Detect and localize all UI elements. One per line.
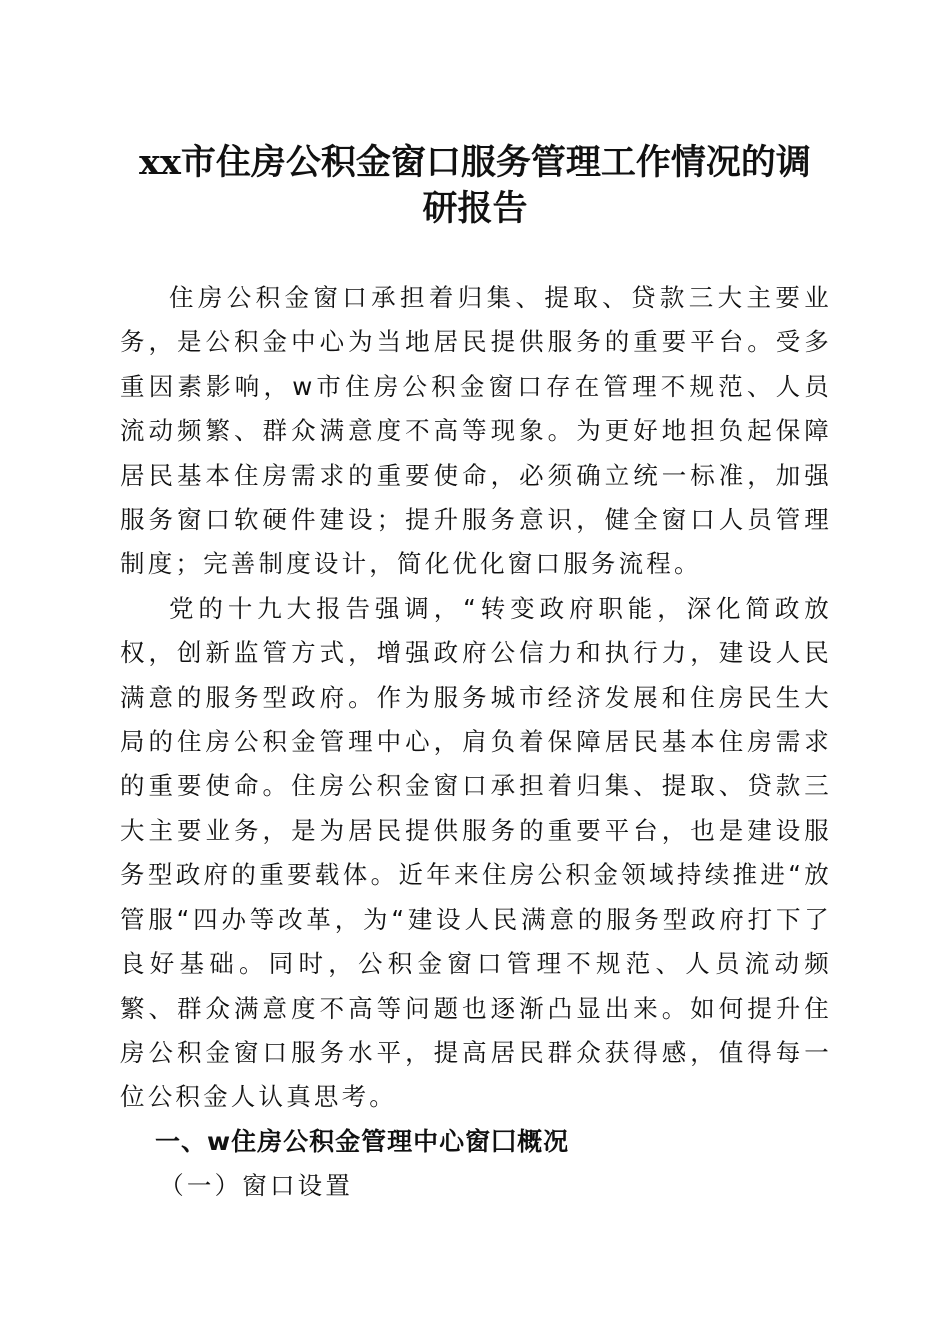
subsection-heading: （一）窗口设置 [159,1171,354,1201]
title-line-2: 研报告 [422,188,528,229]
title-line-1: xx市住房公积金窗口服务管理工作情况的调 [139,142,811,183]
document-title [120,140,830,232]
paragraph-intro: 住房公积金窗口承担着归集、提取、贷款三大主要业务，是公积金中心为当地居民提供服务的重要平台。受多重因素影响，w市住房公积金窗口存在管理不规范、人员流动频繁、群众满意度不高等现象。为更好地担负起保障居民基本住房需求的重要使命，必须确立统一标准，加强服务窗口软硬件建设；提升服务意识，健全窗口人员管理制度；完善制度设计，简化优化窗口服务流程。 [120,283,832,579]
paragraph-background: 党的十九大报告强调，“转变政府职能，深化简政放权，创新监管方式，增强政府公信力和执行力，建设人民满意的服务型政府。作为服务城市经济发展和住房民生大局的住房公积金管理中心，肩负着保障居民基本住房需求的重要使命。住房公积金窗口承担着归集、提取、贷款三大主要业务，是为居民提供服务的重要平台，也是建设服务型政府的重要载体。近年来住房公积金领域持续推进“放管服“四办等改革，为“建设人民满意的服务型政府打下了良好基础。同时，公积金窗口管理不规范、人员流动频繁、群众满意度不高等问题也逐渐凸显出来。如何提升住房公积金窗口服务水平，提高居民群众获得感，值得每一位公积金人认真思考。 [120,593,832,1112]
section-heading: 一、w住房公积金管理中心窗囗概况 [155,1126,570,1156]
document-body [120,276,832,1209]
